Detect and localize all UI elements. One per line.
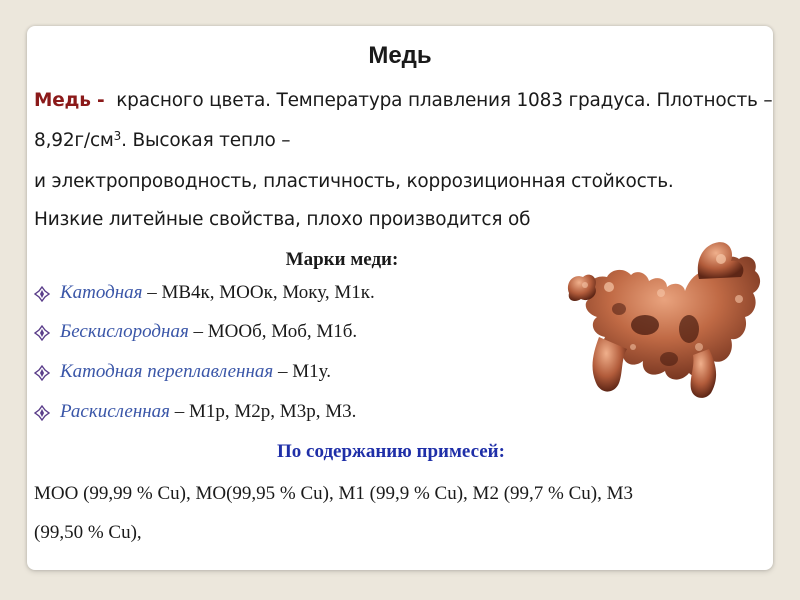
grade-term: Раскисленная [60,401,171,422]
grades-heading: Марки меди: [285,249,399,270]
intro-line-3: и электропроводность, пластичность, коррозиционная стойкость. [34,171,674,192]
impurities-heading: По содержанию примесей: [277,441,505,462]
density-exponent: 3 [113,129,122,143]
diamond-bullet-icon [34,286,50,302]
grade-value: – М1у. [273,361,331,382]
copper-nugget-image [549,229,773,409]
grade-term: Катодная [60,282,143,303]
density-value: 8,92г/см [34,130,114,151]
grade-value: – МООб, Моб, М1б. [188,321,358,342]
intro-line-2-text: . Высокая тепло – [121,130,291,151]
intro-line-1 [34,90,773,111]
intro-line-1-text: красного цвета. Температура плавления 1083 градуса. Плотность – [116,90,773,111]
diamond-bullet-icon [34,405,50,421]
grade-term: Бескислородная [60,321,189,342]
impurities-line-1: МОО (99,99 % Cu), МО(99,95 % Cu), М1 (99,9 % Cu), М2 (99,7 % Cu), М3 [34,483,634,504]
intro-line-2 [34,130,290,151]
grade-value: – МВ4к, МООк, Моку, М1к. [142,282,375,303]
impurities-line-2: (99,50 % Cu), [34,522,142,543]
grade-value: – М1р, М2р, М3р, М3. [170,401,357,422]
intro-line-4: Низкие литейные свойства, плохо производится об [34,209,531,230]
slide [27,26,773,570]
slide-title: Медь [368,42,432,69]
diamond-bullet-icon [34,325,50,341]
diamond-bullet-icon [34,365,50,381]
intro-lead: Медь - [34,90,105,111]
grade-term: Катодная переплавленная [60,361,274,382]
